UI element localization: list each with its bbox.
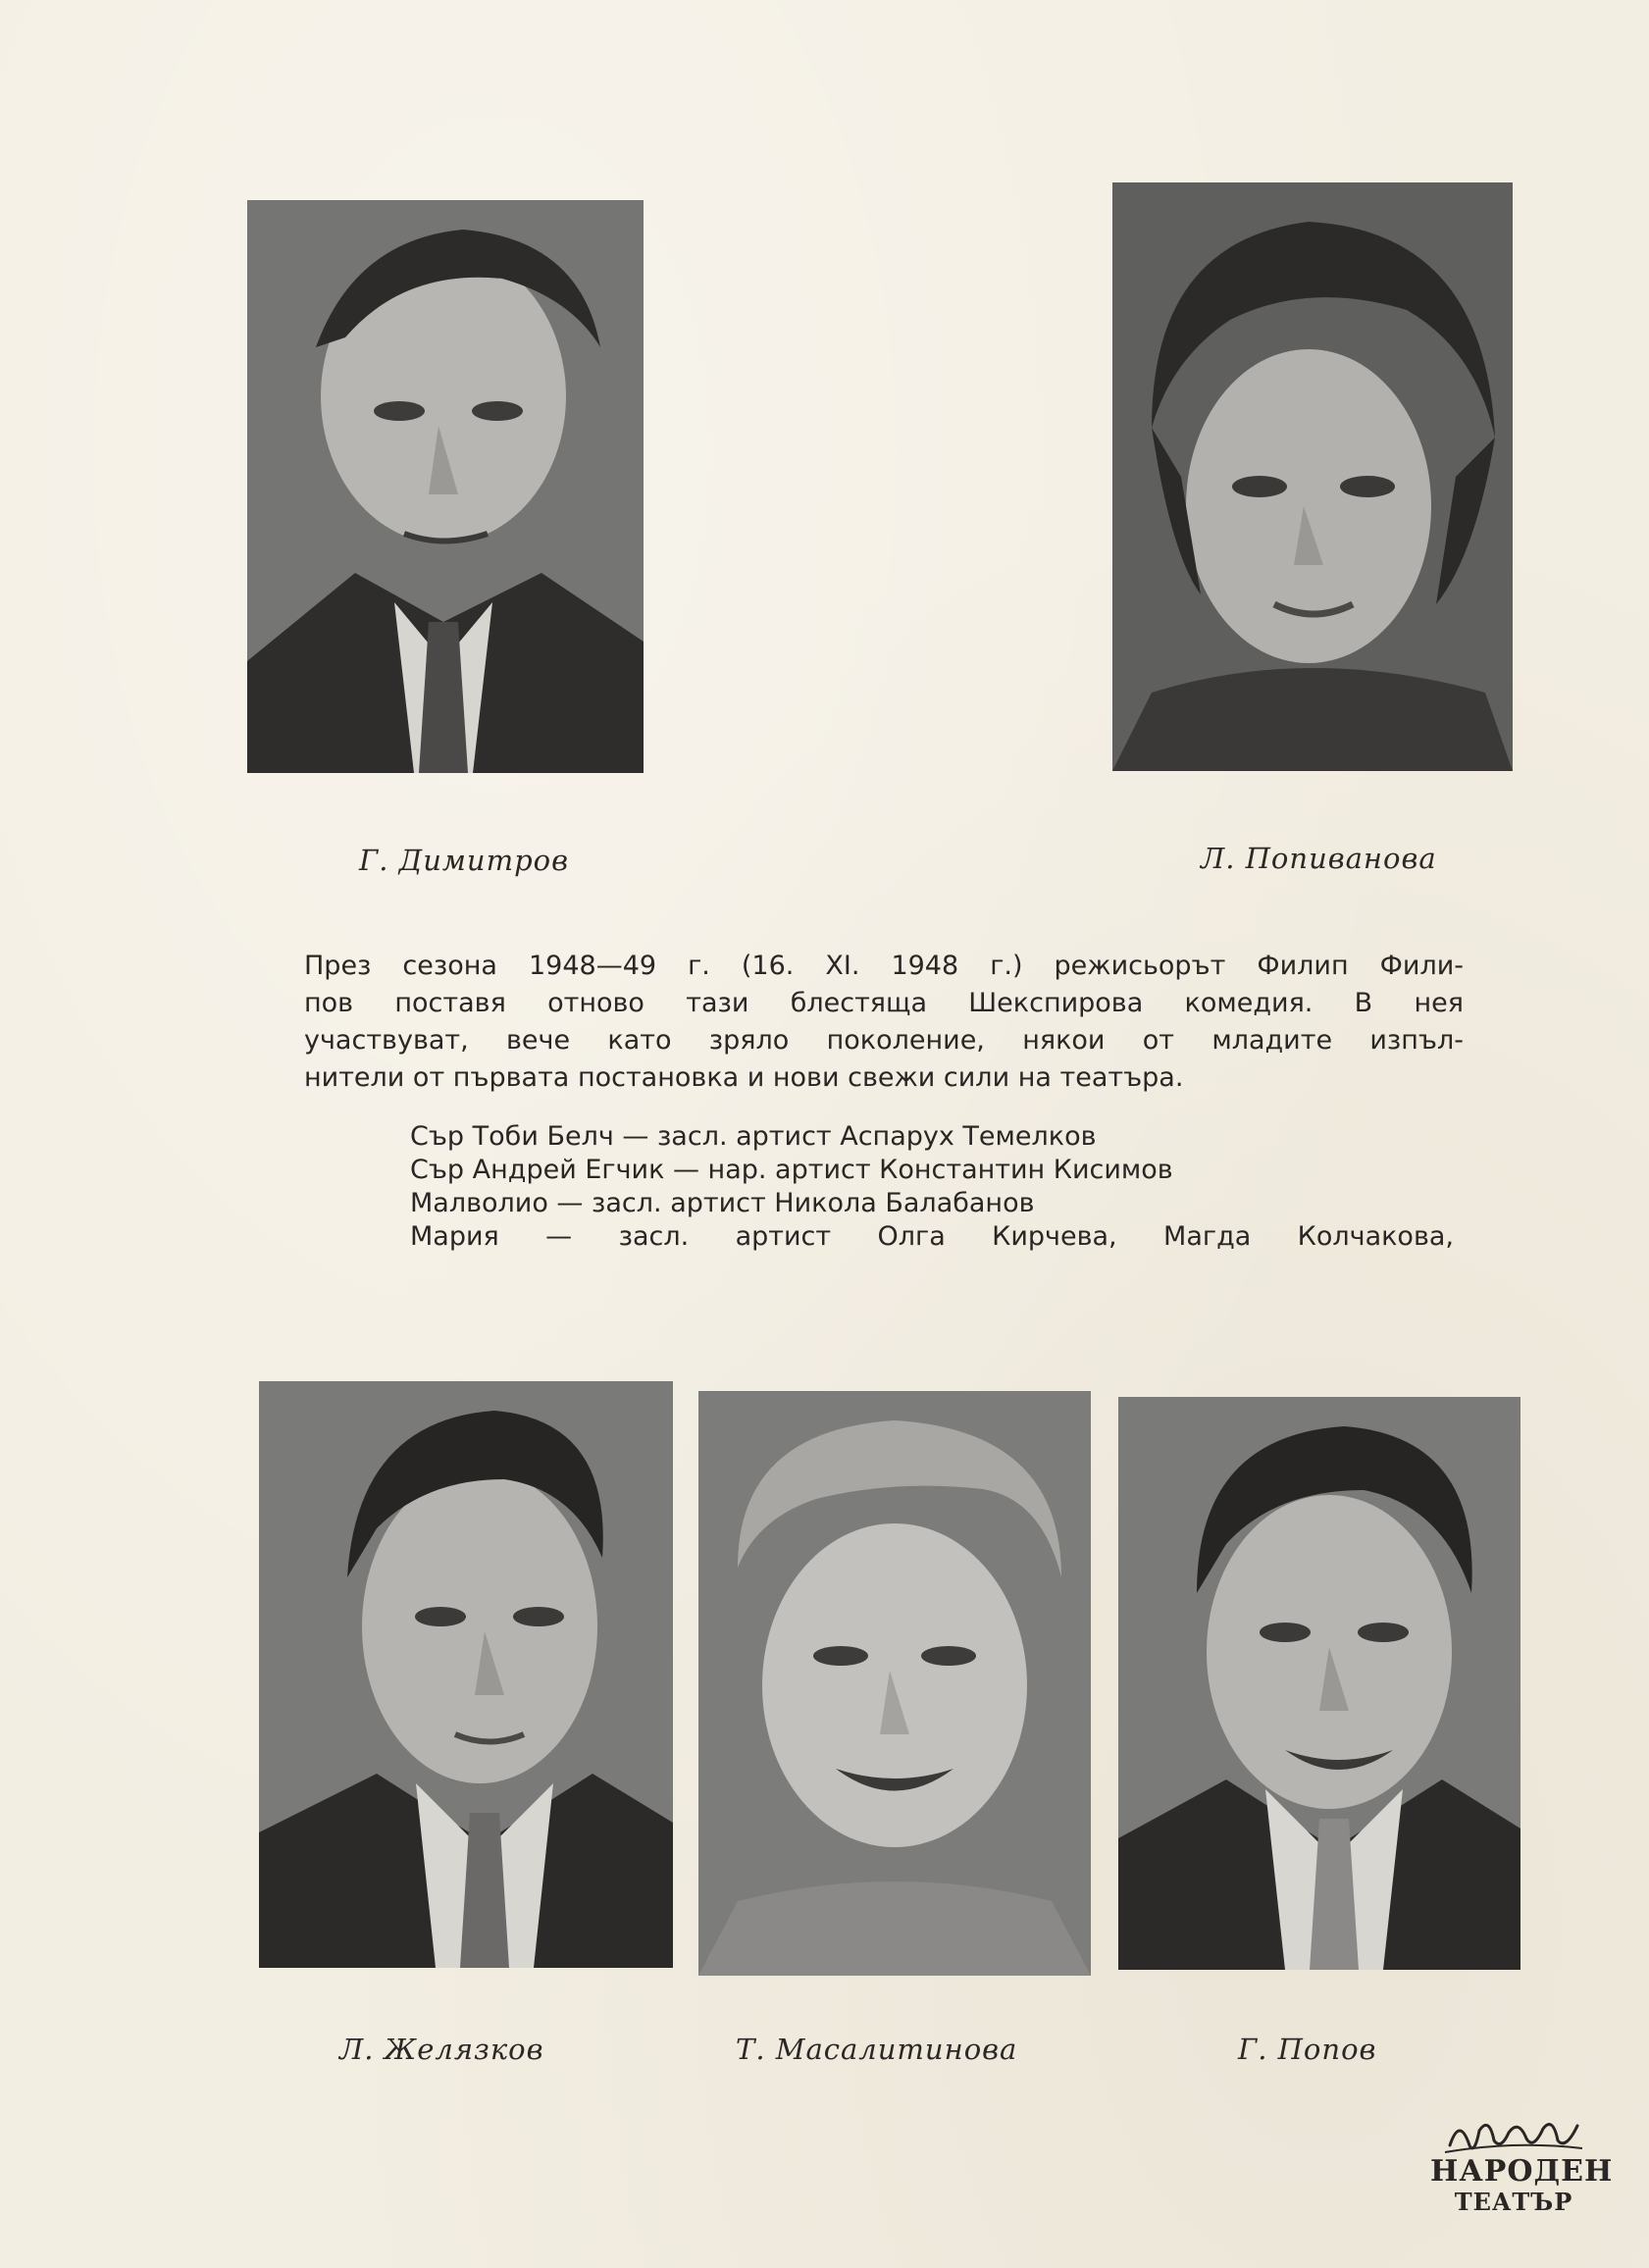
caption-l-popivanova: Л. Попиванова	[1201, 842, 1437, 875]
national-theatre-logo	[1430, 2111, 1614, 2219]
photo-l-popivanova	[1112, 182, 1513, 771]
body-paragraph	[304, 948, 1481, 1097]
caption-l-zhelyazkov: Л. Желязков	[339, 2033, 544, 2066]
cast-line: Сър Тоби Белч — засл. артист Аспарух Темелков	[410, 1121, 1097, 1152]
photo-g-popov	[1118, 1397, 1520, 1970]
caption-g-dimitrov: Г. Димитров	[359, 844, 570, 877]
cast-line: Сър Андрей Егчик — нар. артист Константин Кисимов	[410, 1155, 1173, 1185]
photo-g-dimitrov	[247, 200, 644, 773]
paragraph-line: участвуват, вече като зряло поколение, някои от младите изпъл-	[304, 1025, 1464, 1056]
cast-line: Мария — засл. артист Олга Кирчева, Магда Колчакова,	[410, 1221, 1454, 1252]
cast-line: Малволио — засл. артист Никола Балабанов	[410, 1188, 1035, 1218]
cast-list	[410, 1120, 1460, 1254]
paragraph-line: пов поставя отново тази блестяща Шекспирова комедия. В нея	[304, 988, 1464, 1018]
paragraph-line: През сезона 1948—49 г. (16. XI. 1948 г.) режисьорът Филип Фили-	[304, 951, 1464, 981]
photo-l-zhelyazkov	[259, 1381, 673, 1968]
caption-g-popov: Г. Попов	[1238, 2033, 1377, 2066]
logo-line-1: НАРОДЕН	[1430, 2154, 1614, 2189]
logo-line-2: ТЕАТЪР	[1454, 2188, 1573, 2216]
photo-t-masalitinova	[698, 1391, 1091, 1976]
paragraph-line: нители от първата постановка и нови свежи сили на театъра.	[304, 1062, 1184, 1093]
caption-t-masalitinova: Т. Масалитинова	[736, 2033, 1018, 2066]
signature-mark	[1440, 2111, 1587, 2160]
